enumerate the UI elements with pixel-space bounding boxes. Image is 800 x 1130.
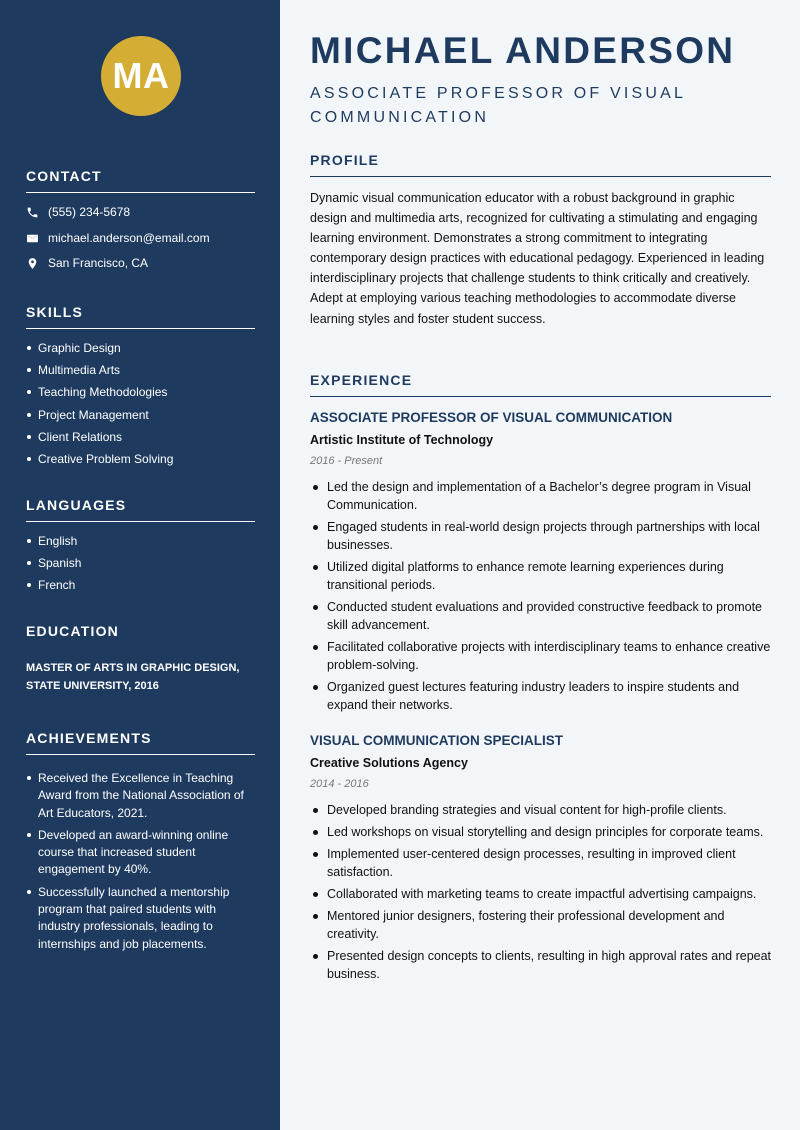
person-title: ASSOCIATE PROFESSOR OF VISUAL COMMUNICATION [310,85,686,126]
achievement-item: Developed an award-winning online course that increased student engagement by 40%. [26,827,255,879]
job-bullet: Led the design and implementation of a Bachelor’s degree program in Visual Communication. [310,478,772,514]
skill-item: Project Management [26,407,255,429]
location-text: San Francisco, CA [48,256,149,270]
skills-list [26,340,255,473]
skill-item: Client Relations [26,429,255,451]
email-icon [26,232,39,245]
job-bullet: Mentored junior designers, fostering their professional development and creativity. [310,907,772,943]
job-bullet: Developed branding strategies and visual content for high-profile clients. [310,801,772,819]
job-bullet: Conducted student evaluations and provided constructive feedback to promote skill advancement. [310,598,772,634]
experience-heading: EXPERIENCE [310,372,771,397]
achievement-item: Received the Excellence in Teaching Award from the National Association of Art Educators, 2021. [26,770,255,822]
main-content [280,0,800,1130]
contact-email[interactable] [26,229,210,247]
job-dates: 2016 - Present [310,455,383,467]
achievement-item: Successfully launched a mentorship program that paired students with industry professionals, leading to internships and job placements. [26,884,255,953]
job-company: Creative Solutions Agency [310,756,468,770]
contact-location [26,254,148,272]
phone-icon [26,206,39,219]
job-bullet: Facilitated collaborative projects with interdisciplinary teams to enhance creative problem-solving. [310,638,772,674]
language-item: Spanish [26,555,255,577]
achievements-heading: ACHIEVEMENTS [26,730,255,755]
job-bullet: Organized guest lectures featuring industry leaders to inspire students and expand their networks. [310,678,772,714]
education-degree: MASTER OF ARTS IN GRAPHIC DESIGN, STATE UNIVERSITY, 2016 [26,662,240,692]
language-item: English [26,533,255,555]
job-bullet: Presented design concepts to clients, resulting in high approval rates and repeat business. [310,947,772,983]
location-pin-icon [26,257,39,270]
job-bullet: Utilized digital platforms to enhance remote learning experiences during transitional periods. [310,558,772,594]
job-bullets [310,478,772,718]
person-name: MICHAEL ANDERSON [310,30,736,71]
avatar-initials: MA [101,36,181,116]
job-bullet: Implemented user-centered design processes, resulting in improved client satisfaction. [310,845,772,881]
education-heading: EDUCATION [26,623,119,639]
skill-item: Creative Problem Solving [26,451,255,473]
sidebar [0,0,280,1130]
email-text: michael.anderson@email.com [48,231,210,245]
contact-phone[interactable] [26,203,130,221]
languages-list [26,533,255,600]
skill-item: Graphic Design [26,340,255,362]
phone-text: (555) 234-5678 [48,205,131,219]
job-title: ASSOCIATE PROFESSOR OF VISUAL COMMUNICATION [310,410,673,425]
language-item: French [26,577,255,599]
skill-item: Multimedia Arts [26,362,255,384]
skill-item: Teaching Methodologies [26,384,255,406]
achievements-list [26,770,255,958]
job-title: VISUAL COMMUNICATION SPECIALIST [310,733,564,748]
job-dates: 2014 - 2016 [310,778,369,790]
job-company: Artistic Institute of Technology [310,433,494,447]
job-bullet: Engaged students in real-world design projects through partnerships with local businesses. [310,518,772,554]
job-bullet: Led workshops on visual storytelling and design principles for corporate teams. [310,823,772,841]
job-bullet: Collaborated with marketing teams to create impactful advertising campaigns. [310,885,772,903]
languages-heading: LANGUAGES [26,497,255,522]
profile-heading: PROFILE [310,152,771,177]
job-bullets [310,801,772,987]
contact-heading: CONTACT [26,168,255,193]
skills-heading: SKILLS [26,304,255,329]
profile-text: Dynamic visual communication educator with a robust background in graphic design and multimedia arts, recognized for cultivating a stimulating and engaging learning environment. Demonstrates a strong commitment to integrating contemporary design practices with educational pedagogy. Experienced in leading interdisciplinary projects that challenge students to think critically and creatively. Adept at employing various teaching methodologies to accommodate diverse learning styles and foster student success. [310,191,765,326]
